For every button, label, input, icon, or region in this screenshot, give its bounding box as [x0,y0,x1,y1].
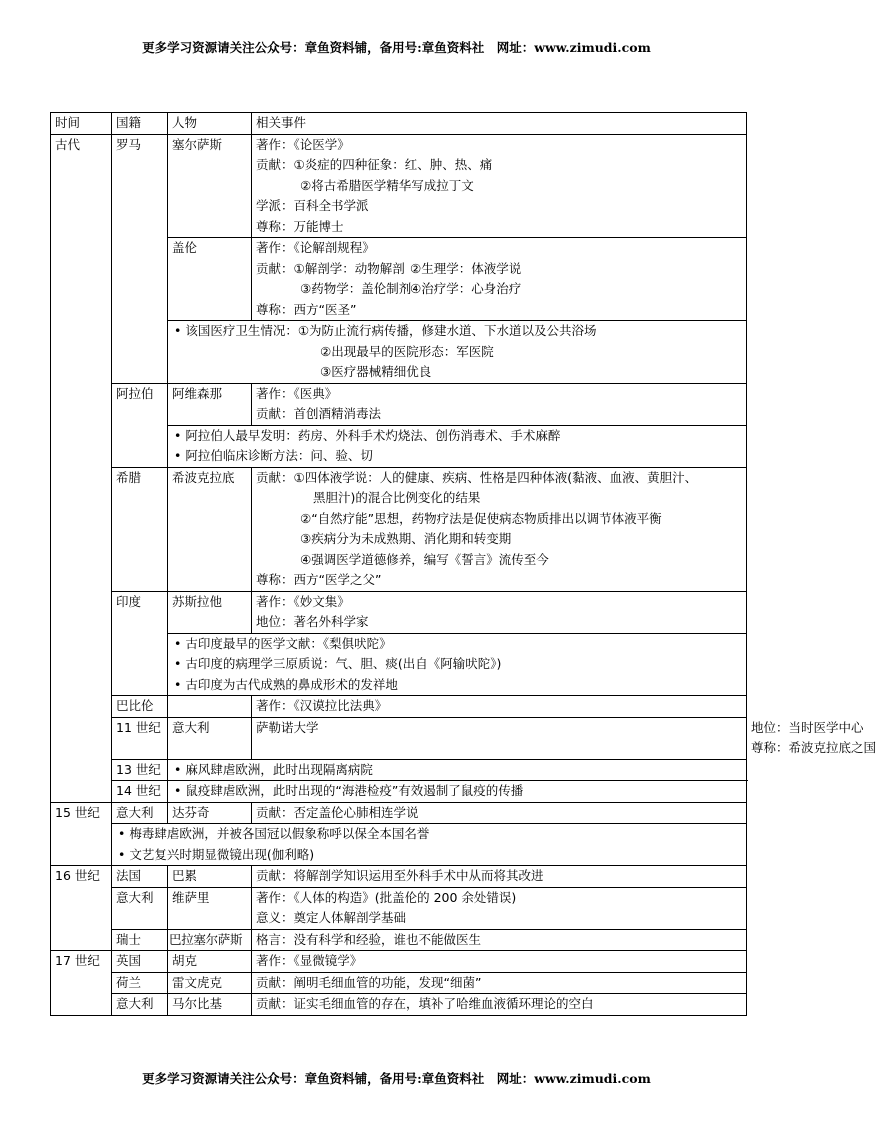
event-line: 尊称：西方“医圣” [256,301,357,317]
country-cell: 瑞士 [112,929,168,951]
header-time: 时间 [51,113,112,135]
event-line: ②将古希腊医学精华写成拉丁文 [300,177,474,193]
event-line: 著作：《妙文集》 [256,593,350,609]
table-row [51,951,747,973]
person-cell: 萨勒诺大学 [252,717,747,759]
table-row [51,802,747,824]
events-cell: 著作：《汉谟拉比法典》 [252,696,747,718]
person-cell: 希波克拉底 [168,467,252,591]
header-country: 国籍 [112,113,168,135]
event-line: ④强调医学道德修养，编写《誓言》流传至今 [300,551,549,567]
country-cell: 英国 [112,951,168,973]
time-cell: 15 世纪 [51,802,112,866]
person-cell: 盖伦 [168,238,252,321]
header-banner: 更多学习资源请关注公众号：章鱼资料铺，备用号:章鱼资料社 网址：www.zimudi.com [142,40,651,55]
country-cell: 荷兰 [112,972,168,994]
table-row [51,383,747,425]
time-cell: 17 世纪 [51,951,112,1016]
events-cell: 著作：《显微镜学》 [252,951,747,973]
person-cell: 维萨里 [168,887,252,929]
table-row [51,824,747,866]
time-cell: 11 世纪 [112,717,168,759]
events-cell: 贡献：将解剖学知识运用至外科手术中从而将其改进 [252,866,747,888]
event-line: 著作：《论医学》 [256,136,350,152]
table-row: 11 世纪 意大利 萨勒诺大学 地位：当时医学中心 尊称：希波克拉底之国 [51,717,747,759]
event-line: 贡献：①四体液学说：人的健康、疾病、性格是四种体液(黏液、血液、黄胆汁、 [256,469,698,485]
person-cell [168,696,252,718]
events-cell [252,467,747,591]
country-cell: 印度 [112,591,168,696]
table-row [51,887,747,929]
bullet-line: • 梅毒肆虐欧洲，并被各国冠以假象称呼以保全本国名誉 [118,826,430,841]
time-cell: 古代 [51,134,112,802]
table-row [51,696,747,718]
event-line: 意义：奠定人体解剖学基础 [256,910,407,925]
event-line: 学派：百科全书学派 [256,198,369,213]
table-row [51,134,747,238]
bullet-line: ③医疗器械精细优良 [320,364,432,379]
table-row [51,994,747,1016]
bullet-cell: • 麻风肆虐欧洲，此时出现隔离病院 [168,759,747,781]
event-line: 著作：《医典》 [256,385,338,401]
event-line [256,279,742,300]
person-cell: 达芬奇 [168,802,252,824]
bullet-cell: • 鼠疫肆虐欧洲，此时出现的“海港检疫”有效遏制了鼠疫的传播 [168,781,747,803]
events-cell: 贡献：否定盖伦心肺相连学说 [252,802,747,824]
event-line: 贡献：首创酒精消毒法 [256,406,382,421]
events-cell [252,238,747,321]
event-fragment: ④治疗学：心身治疗 [410,281,522,296]
person-cell: 巴累 [168,866,252,888]
footer-banner: 更多学习资源请关注公众号：章鱼资料铺，备用号:章鱼资料社 网址：www.zimudi.com [142,1071,651,1086]
country-cell: 意大利 [112,887,168,929]
events-cell [252,591,747,633]
country-cell: 法国 [112,866,168,888]
events-cell: 贡献：阐明毛细血管的功能，发现“细菌” [252,972,747,994]
time-cell: 13 世纪 [112,759,168,781]
bullet-line: ②出现最早的医院形态：军医院 [320,343,494,359]
person-cell: 巴拉塞尔萨斯 [168,929,252,951]
event-fragment: 贡献：①解剖学：动物解剖 [256,260,405,276]
bullet-line: • 古印度最早的医学文献：《梨俱吠陀》 [174,635,392,651]
person-cell: 雷文虎克 [168,972,252,994]
person-cell: 阿维森那 [168,383,252,425]
table-row [51,781,747,803]
time-cell: 14 世纪 [112,781,168,803]
table-row [51,467,747,591]
bullet-cell [168,425,747,467]
event-fragment: ②生理学：体液学说 [410,260,522,276]
country-cell: 意大利 [168,717,252,759]
history-table [50,112,876,1016]
country-cell: 阿拉伯 [112,383,168,467]
country-cell: 罗马 [112,134,168,383]
bullet-line: • 古印度的病理学三原质说：气、胆、痰(出自《阿输吠陀》) [174,656,502,671]
event-fragment: ③药物学：盖伦制剂 [300,281,412,296]
event-line: 地位：著名外科学家 [256,614,369,629]
country-cell: 意大利 [112,802,168,824]
time-cell: 16 世纪 [51,866,112,951]
country-cell: 希腊 [112,467,168,591]
table-row [51,972,747,994]
bullet-line: • 古印度为古代成熟的鼻成形术的发祥地 [174,676,398,692]
event-line: 著作：《论解剖规程》 [256,240,375,255]
event-line: 尊称：万能博士 [256,218,344,234]
event-line [256,259,742,280]
header-events: 相关事件 [252,113,747,135]
header-person: 人物 [168,113,252,135]
bullet-cell [112,824,747,866]
events-cell [252,383,747,425]
event-line: ③疾病分为未成熟期、消化期和转变期 [300,531,512,546]
person-cell: 马尔比基 [168,994,252,1016]
country-cell: 意大利 [112,994,168,1016]
bullet-cell [168,633,747,696]
person-cell: 塞尔萨斯 [168,134,252,238]
events-cell [252,134,747,238]
events-cell: 格言：没有科学和经验，谁也不能做医生 [252,929,747,951]
table-header-row [51,113,747,135]
bullet-cell [168,321,747,384]
table-row [51,591,747,633]
bullet-line: • 文艺复兴时期显微镜出现(伽利略) [118,846,315,862]
table-row [51,866,747,888]
person-cell: 苏斯拉他 [168,591,252,633]
person-cell: 胡克 [168,951,252,973]
bullet-line: • 该国医疗卫生情况：①为防止流行病传播，修建水道、下水道以及公共浴场 [174,323,597,338]
table-row [51,929,747,951]
event-line: ②“自然疗能”思想，药物疗法是促使病态物质排出以调节体液平衡 [300,510,662,526]
event-line: 黑胆汁)的混合比例变化的结果 [313,490,481,505]
event-line: 贡献：①炎症的四种征象：红、肿、热、痛 [256,157,493,172]
bullet-line: • 阿拉伯临床诊断方法：问、验、切 [174,448,373,463]
country-cell: 巴比伦 [112,696,168,718]
event-line: 尊称：西方“医学之父” [256,572,382,587]
events-cell [252,887,747,929]
event-line: 著作：《人体的构造》(批盖伦的 200 余处错误) [256,889,517,905]
events-cell: 贡献：证实毛细血管的存在，填补了哈维血液循环理论的空白 [252,994,747,1016]
table-row [51,759,747,781]
bullet-line: • 阿拉伯人最早发明：药房、外科手术灼烧法、创伤消毒术、手术麻醉 [174,427,561,443]
